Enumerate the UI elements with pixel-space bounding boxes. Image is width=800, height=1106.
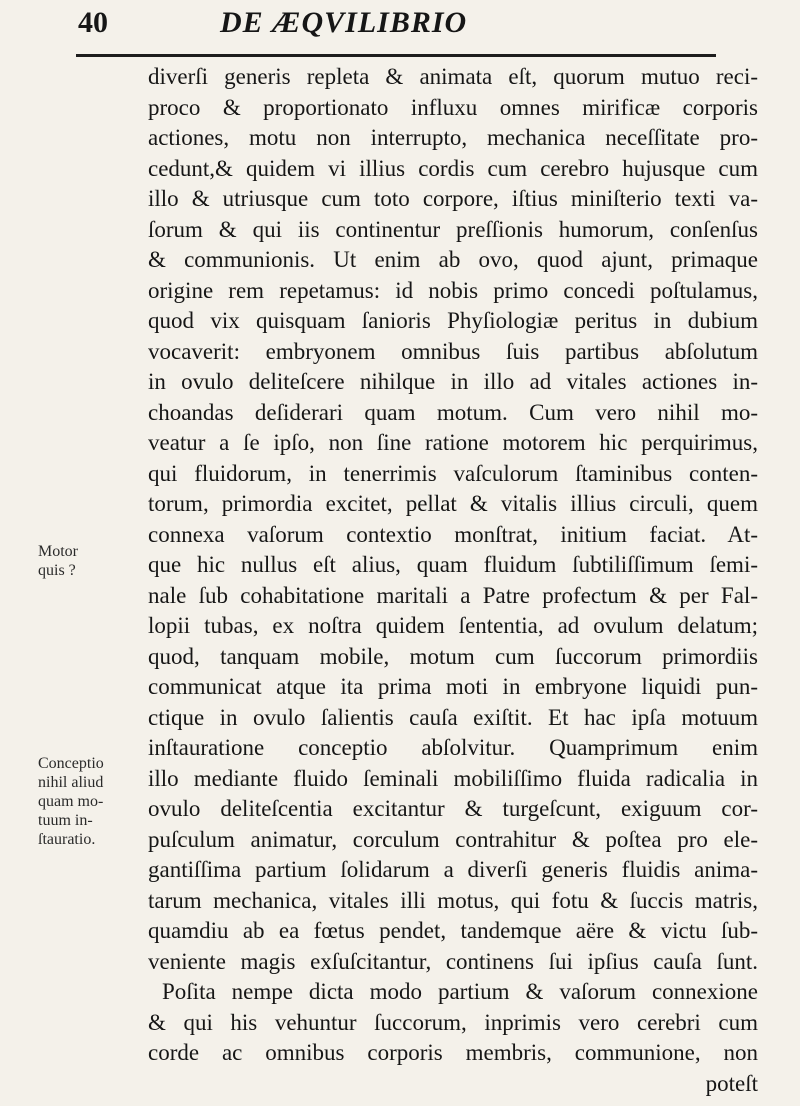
body-line: connexa vaſorum contextio monſtrat, initium faciat. At- [148, 521, 758, 547]
body-line: quamdiu ab ea fœtus pendet, tandemque aëre & victu ſub- [148, 918, 758, 943]
page-number: 40 [78, 6, 108, 39]
body-line: torum, primordia excitet, pellat & vitalis illius circuli, quem [148, 491, 758, 516]
margin-note-motor [38, 542, 78, 580]
margin-note-line: tuum in- [38, 812, 93, 829]
body-line: & qui his vehuntur ſuccorum, inprimis vero cerebri cum [148, 1009, 758, 1035]
body-line: puſculum animatur, corculum contrahitur & poſtea pro ele- [148, 826, 758, 852]
body-line: Poſita nempe dicta modo partium & vaſorum connexione [162, 979, 758, 1004]
body-line: diverſi generis repleta & animata eſt, quorum mutuo reci- [148, 64, 758, 89]
margin-note-line: ſtauratio. [38, 831, 96, 848]
body-line: & communionis. Ut enim ab ovo, quod ajunt, primaque [148, 247, 758, 272]
body-line: inſtauratione conceptio abſolvitur. Quamprimum enim [148, 735, 758, 760]
body-line: cedunt,& quidem vi illius cordis cum cerebro hujusque cum [148, 155, 758, 181]
margin-note-line: nihil aliud [38, 774, 104, 791]
body-line: corde ac omnibus corporis membris, communione, non [148, 1040, 758, 1065]
margin-note-line: quis ? [38, 562, 76, 579]
body-text [148, 62, 758, 1099]
margin-note-conceptio [38, 754, 104, 849]
running-head: DE ÆQVILIBRIO [220, 6, 468, 39]
body-line: tarum mechanica, vitales illi motus, qui fotu & ſuccis matris, [148, 887, 758, 913]
body-line: qui fluidorum, in tenerrimis vaſculorum ſtaminibus conten- [148, 460, 758, 486]
body-line: veniente magis exſuſcitantur, continens ſui ipſius cauſa ſunt. [148, 948, 758, 974]
body-line: ctique in ovulo ſalientis cauſa exiſtit. Et hac ipſa motuum [148, 704, 758, 730]
body-line: choandas deſiderari quam motum. Cum vero nihil mo- [148, 399, 758, 425]
body-line: illo mediante fluido ſeminali mobiliſſimo fluida radicalia in [148, 765, 758, 791]
margin-note-line: Motor [38, 543, 78, 560]
body-line: origine rem repetamus: id nobis primo concedi poſtulamus, [148, 277, 758, 303]
body-line: lopii tubas, ex noſtra quidem ſententia, ad ovulum delatum; [148, 613, 758, 638]
margin-note-line: Conceptio [38, 755, 104, 772]
body-line: quod vix quisquam ſanioris Phyſiologiæ peritus in dubium [148, 308, 758, 333]
body-line: nale ſub cohabitatione maritali a Patre profectum & per Fal- [148, 582, 758, 608]
body-line: gantiſſima partium ſolidarum a diverſi generis fluidis anima- [148, 857, 758, 882]
body-line: veatur a ſe ipſo, non ſine ratione motorem hic perquirimus, [148, 430, 758, 455]
body-line: ovulo delitеſcentia excitantur & turgeſcunt, exiguum cor- [148, 796, 758, 821]
body-line: illo & utriusque cum toto corpore, iſtius miniſterio texti va- [148, 186, 758, 211]
body-line: que hic nullus eſt alius, quam fluidum ſubtiliſſimum ſemi- [148, 552, 758, 577]
body-line: ſorum & qui iis continentur preſſionis humorum, conſenſus [148, 216, 758, 242]
header-rule [76, 54, 716, 57]
body-line: in ovulo delitеſcere nihilque in illo ad vitales actiones in- [148, 369, 758, 394]
body-line: communicat atque ita prima moti in embryone liquidi pun- [148, 674, 758, 699]
body-line: proco & proportionato influxu omnes mirificæ corporis [148, 94, 758, 120]
body-line: vocaverit: embryonem omnibus ſuis partibus abſolutum [148, 338, 758, 364]
body-line: quod, tanquam mobile, motum cum ſuccorum primordiis [148, 643, 758, 669]
catchword: poteſt [705, 1070, 758, 1096]
body-line: actiones, motu non interrupto, mechanica neceſſitate pro- [148, 125, 758, 150]
margin-note-line: quam mo- [38, 793, 104, 810]
